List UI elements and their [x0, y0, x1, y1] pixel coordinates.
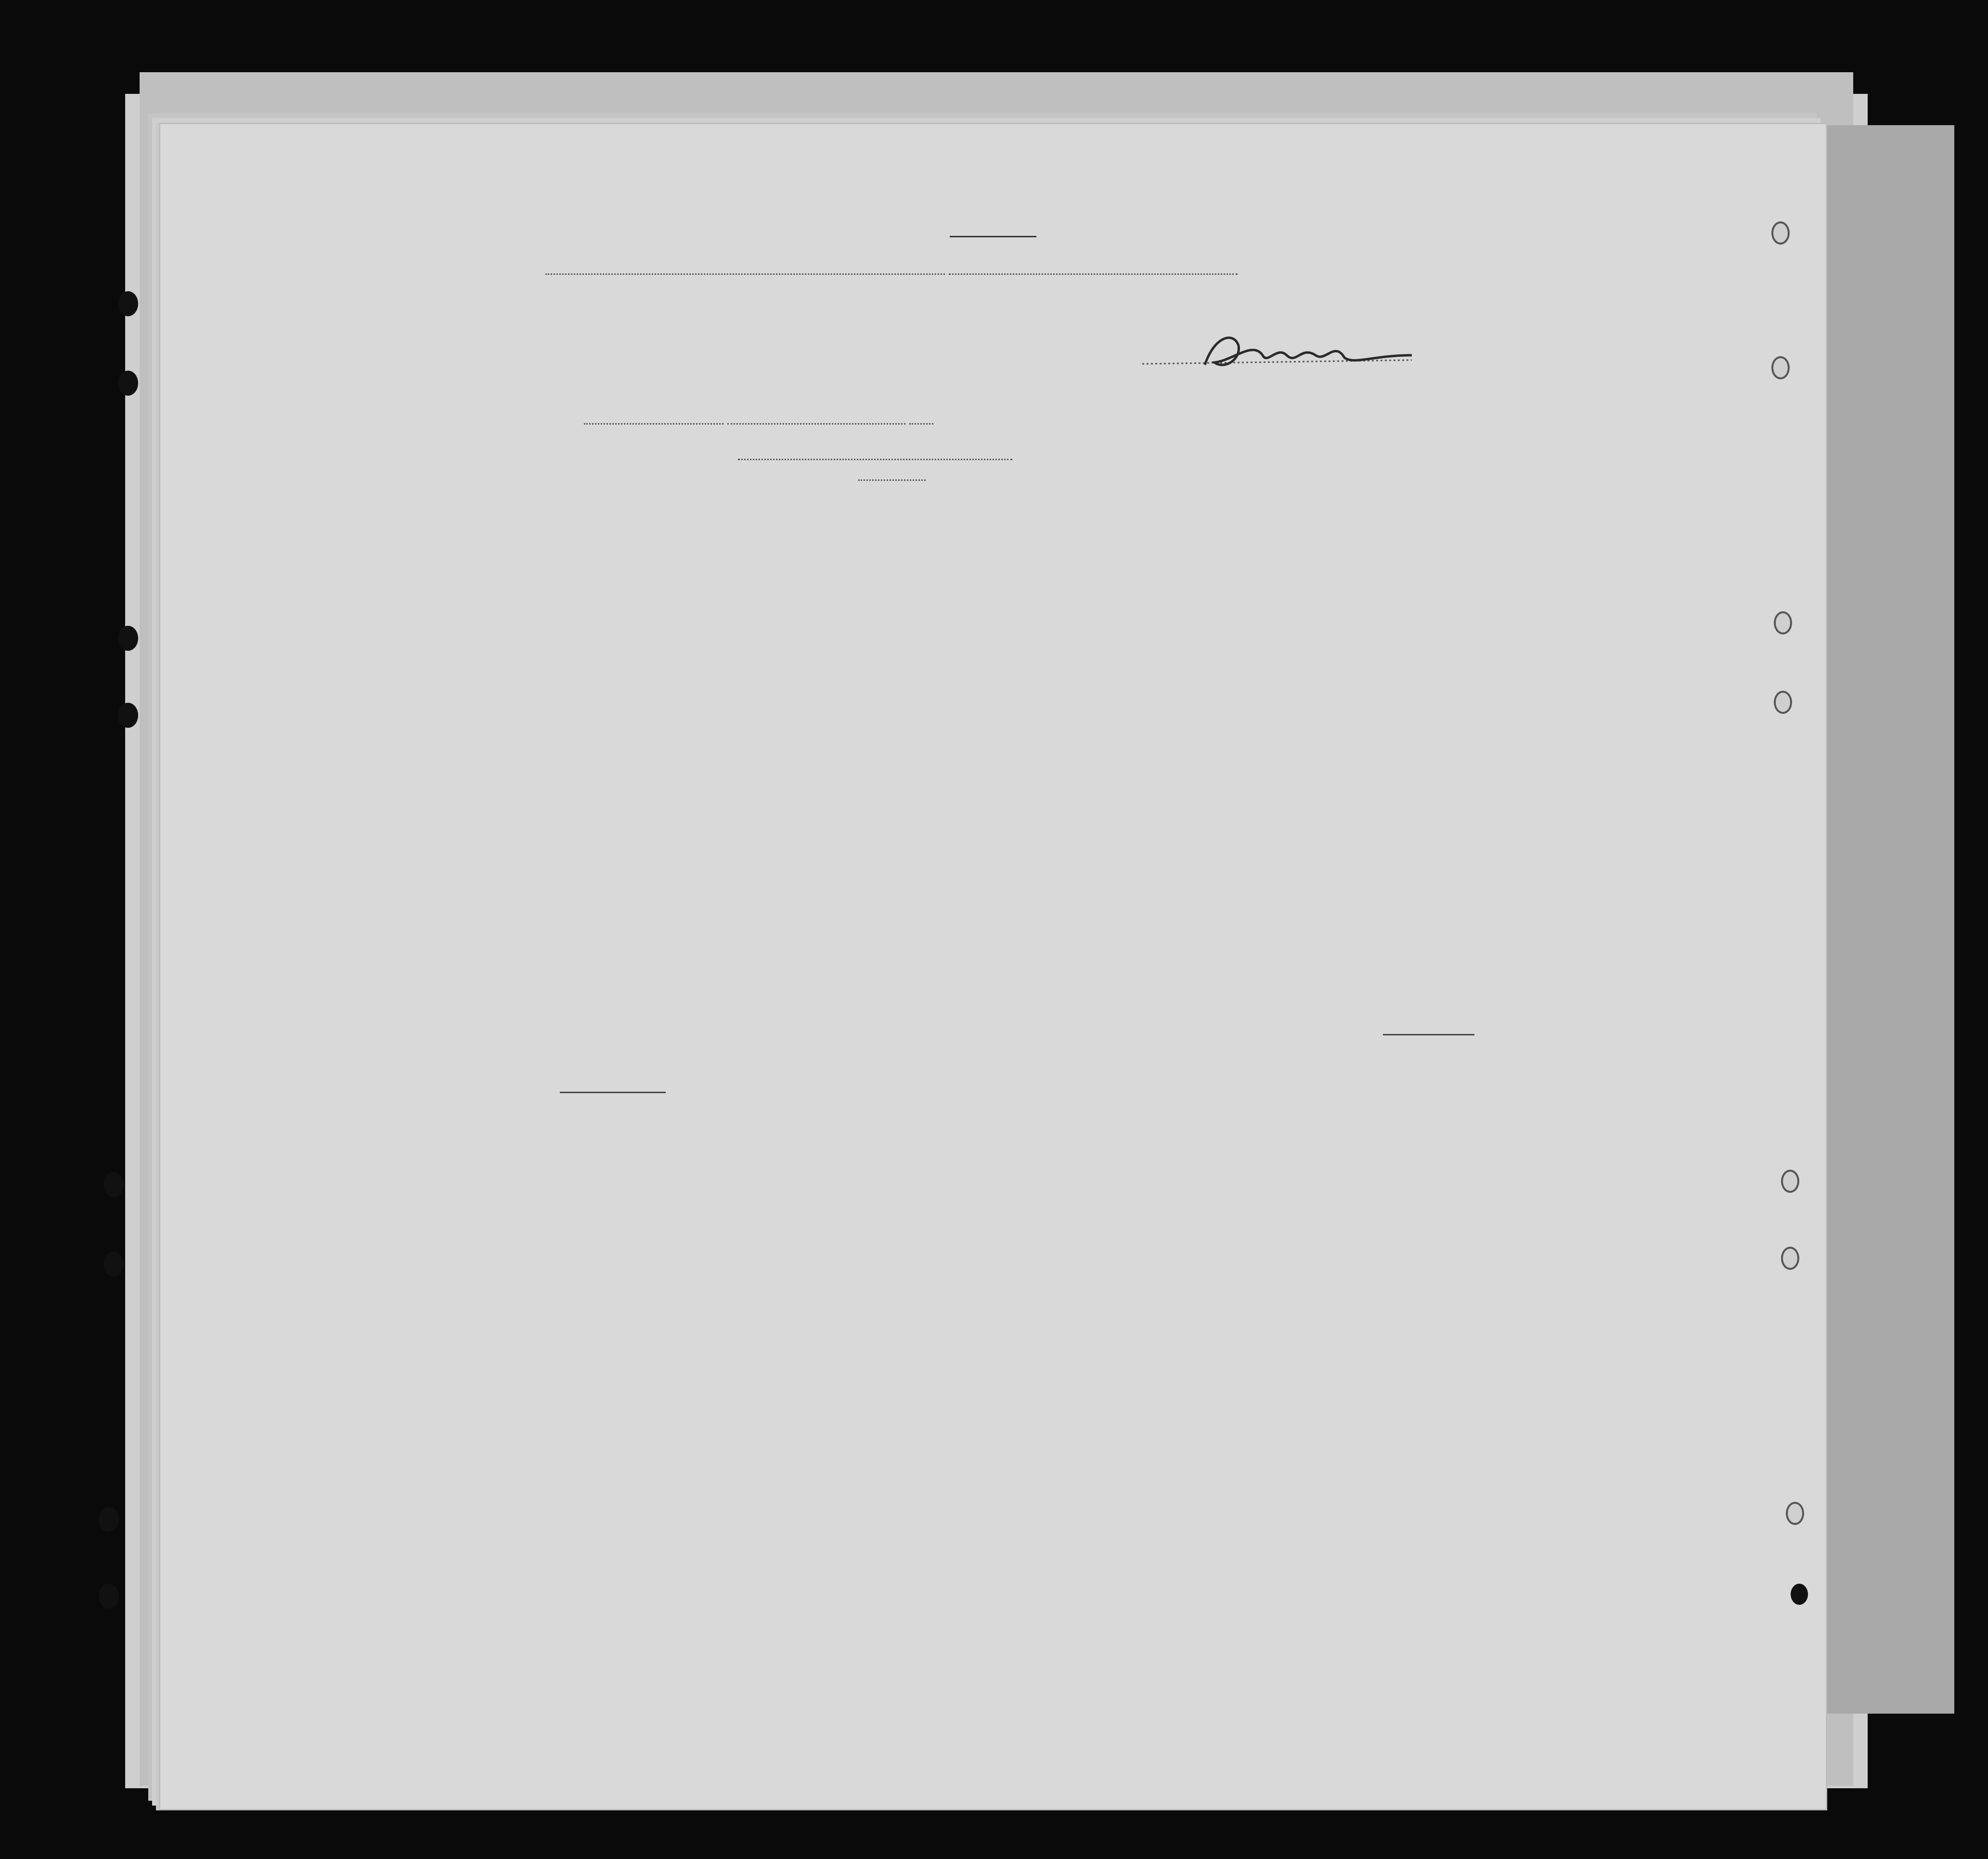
binder-ring [1774, 691, 1792, 714]
races-right-column [1393, 1048, 1730, 1674]
binder-hole [99, 1584, 119, 1609]
sworn-line [584, 406, 933, 425]
inspector-line [858, 466, 926, 481]
binder-hole [1791, 1584, 1808, 1605]
binder-hole [118, 371, 138, 396]
binder-ring [1774, 611, 1792, 634]
inspector-signature-line [738, 459, 1012, 460]
sworn-year-field [909, 406, 933, 425]
binder-ring [1781, 1247, 1799, 1270]
sworn-day-field [584, 406, 723, 425]
binder-ring [1771, 356, 1790, 379]
notice-rule [560, 1092, 666, 1093]
sworn-month-field [727, 406, 905, 425]
document-page [159, 123, 1827, 1810]
binder-hole [118, 291, 138, 316]
binder-ring [1786, 1502, 1804, 1525]
binder-ring [1771, 221, 1790, 245]
races-rule [1383, 1034, 1474, 1035]
signature [1142, 326, 1421, 384]
binder-hole [103, 1252, 124, 1277]
master-name-field [545, 273, 945, 275]
title-rule [950, 236, 1036, 237]
page-edge-tab [1820, 125, 1954, 1714]
binder-hole [118, 703, 138, 728]
binder-ring [1781, 1170, 1799, 1193]
inspector-dots [858, 466, 926, 481]
binder-hole [103, 1172, 124, 1197]
vessel-name-field [949, 273, 1238, 275]
binder-hole [118, 626, 138, 651]
declaration-line [545, 261, 1238, 279]
binder-hole [99, 1507, 119, 1532]
